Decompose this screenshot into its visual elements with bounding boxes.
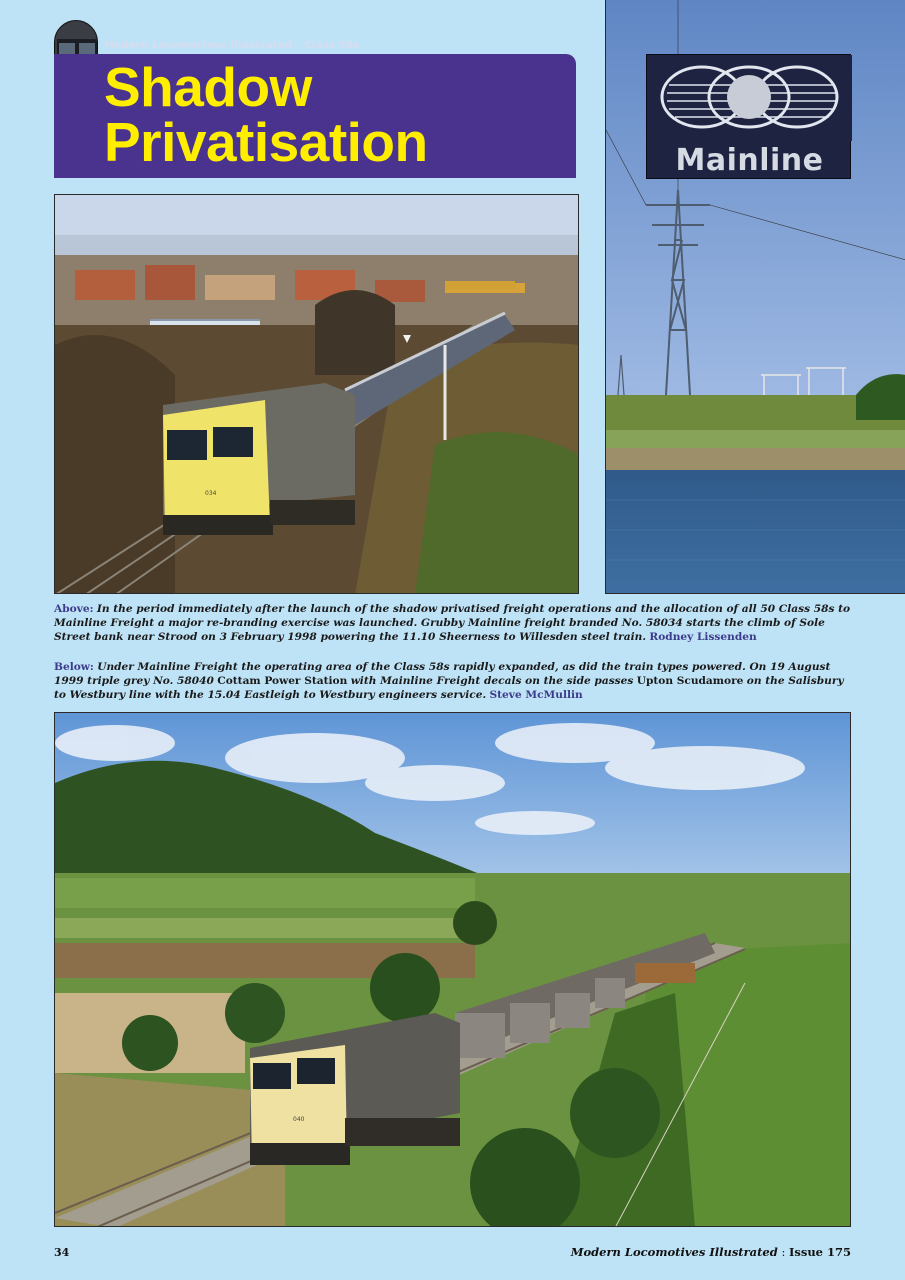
top-loco-number: 034 [205, 490, 217, 497]
caption-above-text: In the period immediately after the launch of the shadow privatised freight operations and the allocation of all 50 Class 58s to Mainline Freight a major re-branding exercise was launched. Grubby Mainline freight branded No. 58034 starts the climb of Sole Street bank near Strood on 3 February 1998 powering the 11.10 Sheerness to Willesden steel train. [54, 603, 851, 643]
caption-above [54, 602, 854, 644]
caption-below-text-c: on the Salisbury to Westbury line with the 15.04 Eastleigh to Westbury engineers service. [54, 675, 844, 701]
series-label: Modern Locomotives Illustrated - Class 58s [104, 40, 360, 51]
upton-scudamore-photo [54, 712, 851, 1227]
sole-street-scene-illustration [55, 195, 579, 594]
mainline-emblem-icon [647, 55, 852, 141]
caption-above-label: Above: [54, 603, 94, 615]
bottom-loco-number: 040 [293, 1116, 305, 1123]
sole-street-photo [54, 194, 579, 594]
mainline-logo [646, 54, 851, 179]
caption-below-bold-b: Upton Scudamore [636, 675, 744, 687]
footer-publication [571, 1245, 851, 1259]
upton-scudamore-scene-illustration [55, 713, 851, 1227]
publication-name: Modern Locomotives Illustrated [570, 1245, 778, 1259]
caption-above-credit: Rodney Lissenden [649, 631, 757, 643]
caption-below-text-b: with Mainline Freight decals on the side passes [350, 675, 634, 687]
caption-below-label: Below: [54, 661, 94, 673]
page-title-line2: Privatisation [104, 111, 428, 173]
issue-number: Issue 175 [788, 1245, 851, 1259]
caption-below-bold-a: Cottam Power Station [217, 675, 348, 687]
caption-below-text-a: Under Mainline Freight the operating area of the Class 58s rapidly expanded, as did the train types powered. On 19 August 1999 triple grey No. 58040 [54, 661, 831, 687]
publication-separator: : [777, 1245, 789, 1259]
page-title-line1: Shadow [104, 56, 312, 118]
page-number: 34 [54, 1246, 70, 1259]
mainline-logo-text: Mainline [675, 143, 824, 178]
caption-below-credit: Steve McMullin [489, 689, 583, 701]
caption-below [54, 660, 854, 702]
